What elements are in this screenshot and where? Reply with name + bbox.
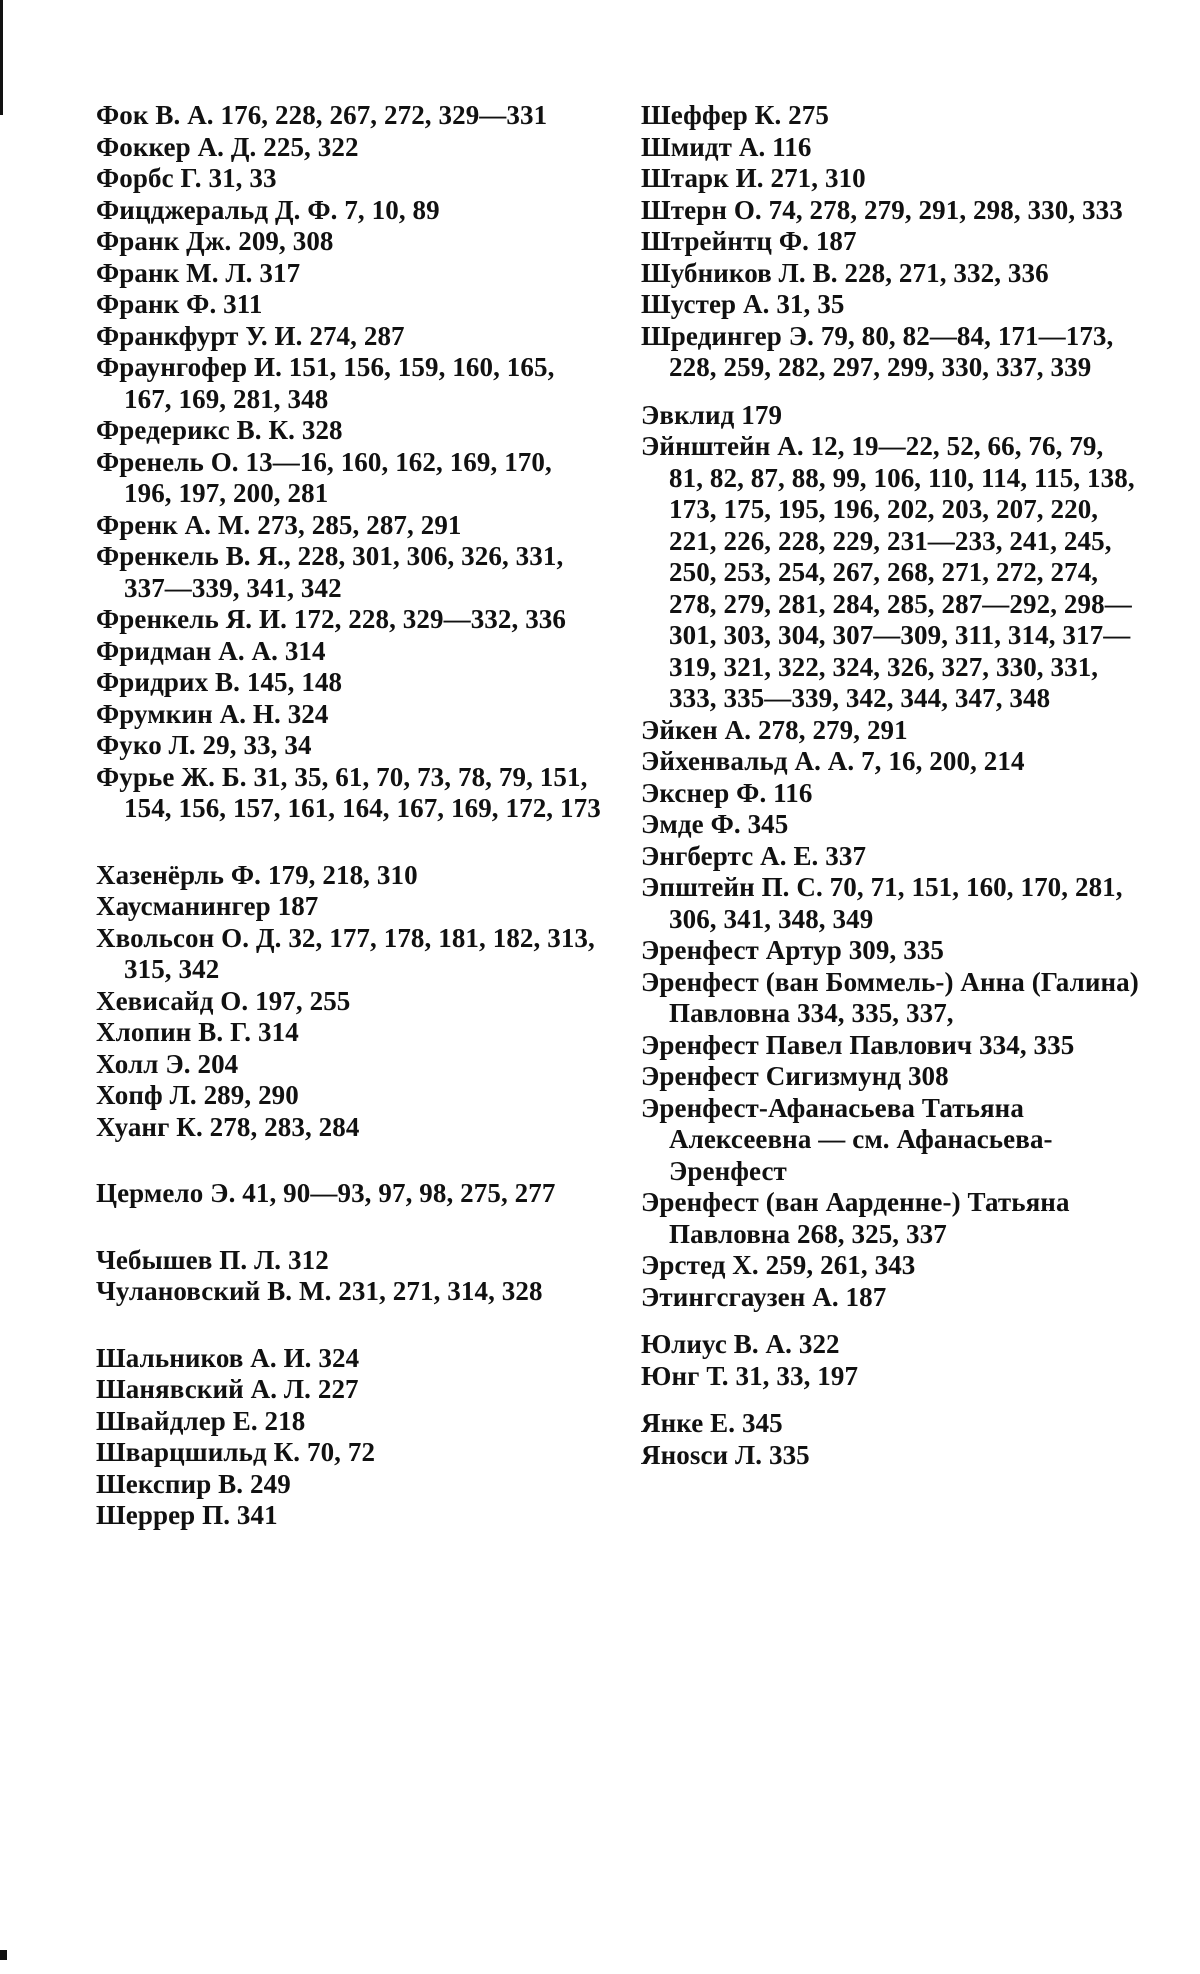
index-letter-group [641, 100, 1141, 384]
index-entry: Фридрих В. 145, 148 [96, 667, 343, 697]
index-letter-group [96, 100, 601, 825]
index-entry: Фуко Л. 29, 33, 34 [96, 730, 312, 760]
index-letter-group [641, 400, 1141, 1314]
index-entry: Фоккер А. Д. 225, 322 [96, 131, 359, 162]
index-column-right [641, 100, 1141, 1471]
index-entry: Шанявский А. Л. 227 [96, 1374, 359, 1404]
index-entry: Шеффер К. 275 [641, 100, 829, 130]
index-entry: Эренфест (ван Боммель-) Анна (Галина) Павловна 334, 335, 337, [641, 966, 1139, 1028]
index-entry: Фредерикс В. К. 328 [96, 415, 343, 445]
index-entry: Френель О. 13—16, 160, 162, 169, 170, 196, 197, 200, 281 [96, 446, 552, 508]
index-entry: Эйнштейн А. 12, 19—22, 52, 66, 76, 79, 81, 82, 87, 88, 99, 106, 110, 114, 115, 138, 173, 175, 195, 196, 202, 203, 207, 220, 221, 226, 228, 229, 231—233, 241, 245, 250, 253, 254, 267, 268, 271, 272, 274, 278, 279, 281, 284, 285, 287—292, 298—301, 303, 304, 307—309, 311, 314, 317—319, 321, 322, 324, 326, 327, 330, 331, 333, 335—339, 342, 344, 347, 348 [641, 431, 1135, 713]
index-entry: Фрумкин А. Н. 324 [96, 698, 329, 729]
index-entry: Фицджеральд Д. Ф. 7, 10, 89 [96, 194, 440, 225]
index-entry: Франк Ф. 311 [96, 289, 263, 319]
group-gap [96, 825, 601, 860]
index-entry: Эренфест Сигизмунд 308 [641, 1061, 949, 1091]
scan-edge-mark [0, 1950, 7, 1960]
group-gap [96, 1308, 601, 1343]
index-entry: Янке Е. 345 [641, 1408, 783, 1438]
index-entry: Хуанг К. 278, 283, 284 [96, 1111, 360, 1142]
index-entry: Этингсгаузен А. 187 [641, 1281, 887, 1312]
index-letter-group [96, 1245, 601, 1308]
index-entry: Экснер Ф. 116 [641, 777, 813, 808]
index-entry: Эпштейн П. С. 70, 71, 151, 160, 170, 281, 306, 341, 348, 349 [641, 872, 1123, 934]
index-entry: Франк М. Л. 317 [96, 257, 301, 288]
index-entry: Энгбертс А. Е. 337 [641, 840, 867, 871]
index-entry: Эренфест (ван Аарденне-) Татьяна Павловна 268, 325, 337 [641, 1187, 1070, 1249]
index-entry: Форбс Г. 31, 33 [96, 163, 277, 193]
index-entry: Шальников А. И. 324 [96, 1342, 360, 1373]
index-entry: Шварцшильд К. 70, 72 [96, 1437, 376, 1467]
index-entry: Френк А. М. 273, 285, 287, 291 [96, 509, 462, 540]
index-entry: Фридман А. А. 314 [96, 635, 326, 666]
index-entry: Эмде Ф. 345 [641, 809, 789, 839]
group-gap [641, 384, 1141, 400]
index-entry: Франк Дж. 209, 308 [96, 226, 334, 256]
scan-edge-rule [0, 0, 3, 115]
index-entry: Эрстед Х. 259, 261, 343 [641, 1250, 916, 1280]
index-entry: Чебышев П. Л. 312 [96, 1244, 329, 1275]
index-entry: Фурье Ж. Б. 31, 35, 61, 70, 73, 78, 79, 151, 154, 156, 157, 161, 164, 167, 169, 172, 173 [96, 761, 601, 823]
index-entry: Франкфурт У. И. 274, 287 [96, 320, 405, 351]
index-entry: Эвклид 179 [641, 399, 783, 430]
index-entry: Хвольсон О. Д. 32, 177, 178, 181, 182, 313, 315, 342 [96, 922, 595, 984]
index-entry: Швайдлер Е. 218 [96, 1405, 306, 1436]
index-entry: Эйкен А. 278, 279, 291 [641, 714, 908, 745]
index-entry: Хазенёрль Ф. 179, 218, 310 [96, 859, 418, 890]
index-entry: Штерн О. 74, 278, 279, 291, 298, 330, 333 [641, 194, 1123, 225]
index-entry: Хопф Л. 289, 290 [96, 1080, 299, 1110]
index-entry: Эренфест Павел Павлович 334, 335 [641, 1029, 1075, 1060]
index-entry: Штрейнтц Ф. 187 [641, 226, 857, 256]
index-entry: Шеррер П. 341 [96, 1500, 278, 1530]
index-entry: Чулановский В. М. 231, 271, 314, 328 [96, 1276, 543, 1306]
index-entry: Френкель В. Я., 228, 301, 306, 326, 331, 337—339, 341, 342 [96, 541, 564, 603]
index-entry: Фраунгофер И. 151, 156, 159, 160, 165, 167, 169, 281, 348 [96, 352, 555, 414]
index-entry: Фок В. А. 176, 228, 267, 272, 329—331 [96, 100, 548, 130]
index-letter-group [641, 1408, 1141, 1471]
index-entry: Эренфест Артур 309, 335 [641, 935, 944, 965]
group-gap [96, 1143, 601, 1178]
index-entry: Шмидт А. 116 [641, 131, 812, 162]
index-entry: Хевисайд О. 197, 255 [96, 985, 351, 1016]
index-letter-group [641, 1329, 1141, 1392]
group-gap [641, 1392, 1141, 1408]
index-entry: Эйхенвальд А. А. 7, 16, 200, 214 [641, 746, 1025, 776]
group-gap [641, 1313, 1141, 1329]
index-entry: Юнг Т. 31, 33, 197 [641, 1360, 859, 1391]
index-entry: Холл Э. 204 [96, 1048, 239, 1079]
index-entry: Френкель Я. И. 172, 228, 329—332, 336 [96, 604, 566, 634]
index-letter-group [96, 1178, 601, 1210]
index-entry: Хлопин В. Г. 314 [96, 1017, 299, 1047]
index-entry: Эренфест-Афанасьева Татьяна Алексеевна — см. Афанасьева-Эренфест [641, 1092, 1053, 1186]
index-column-left [96, 100, 601, 1532]
index-entry: Шустер А. 31, 35 [641, 289, 845, 319]
index-entry: Цермело Э. 41, 90—93, 97, 98, 275, 277 [96, 1178, 556, 1208]
index-entry: Штарк И. 271, 310 [641, 163, 866, 193]
index-entry: Янosси Л. 335 [641, 1439, 810, 1470]
index-entry: Шекспир В. 249 [96, 1468, 291, 1499]
index-entry: Юлиус В. А. 322 [641, 1329, 840, 1359]
index-entry: Шубников Л. В. 228, 271, 332, 336 [641, 257, 1049, 288]
index-entry: Хаусманингер 187 [96, 891, 319, 921]
index-letter-group [96, 860, 601, 1144]
group-gap [96, 1210, 601, 1245]
index-entry: Шредингер Э. 79, 80, 82—84, 171—173, 228, 259, 282, 297, 299, 330, 337, 339 [641, 320, 1114, 382]
index-letter-group [96, 1343, 601, 1532]
